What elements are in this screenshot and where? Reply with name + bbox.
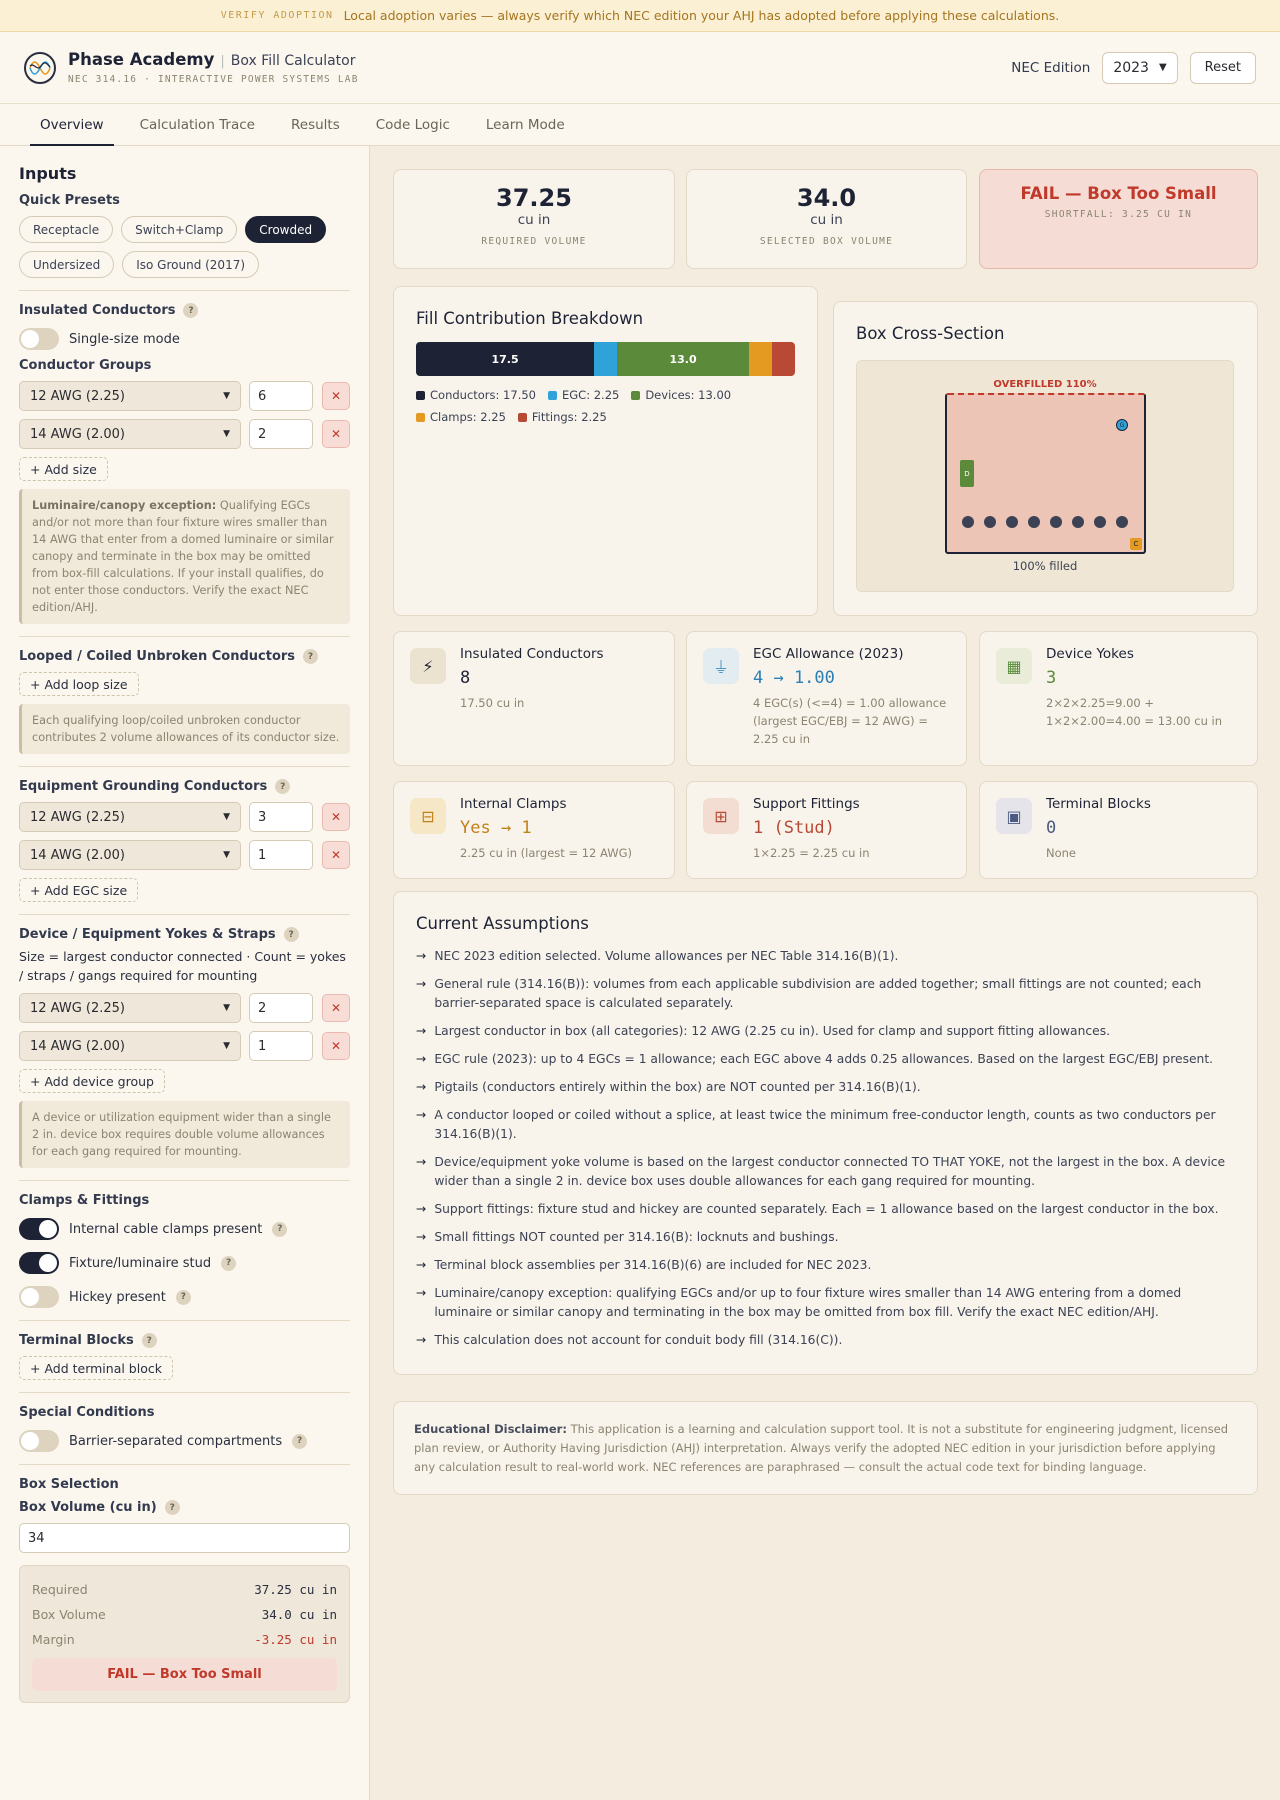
egc-allowance-card [686,631,967,766]
bar-segment-fittings [772,342,795,376]
reset-button[interactable]: Reset [1190,52,1256,84]
support-fittings-title: Support Fittings [753,796,860,812]
assumption-text: Luminaire/canopy exception: qualifying EGCs and/or up to four fixture wires smaller than 14 AWG entering from a domed luminaire or similar canopy and terminating in the box may be omitted from box fill. Verify the exact NEC edition/AHJ. [434,1286,1182,1319]
summary-box-value: 34.0 cu in [261,1607,337,1622]
app-header [0,32,1280,104]
add-device-button[interactable]: + Add device group [19,1069,165,1093]
selected-volume-card [686,169,967,269]
legend-label: EGC: 2.25 [561,388,620,402]
legend-swatch [416,413,425,422]
conductor-dot [1094,516,1106,528]
box-volume-input[interactable]: 34 [19,1523,350,1553]
conductor-dot [1050,516,1062,528]
app-subtitle: Box Fill Calculator [230,53,356,69]
conductor-count-input[interactable]: 2 [249,419,313,449]
terminal-label [19,1333,350,1348]
insulated-conductors-value: 8 [460,668,471,688]
lightning-icon: ⚡ [410,648,446,684]
help-icon[interactable]: ? [272,1222,287,1237]
groups-label: Conductor Groups [19,358,152,373]
assumption-text: Small fittings NOT counted per 314.16(B): locknuts and bushings. [434,1230,839,1244]
egc-row [19,802,350,832]
assumption-item [416,1106,1235,1144]
conductor-dot [1006,516,1018,528]
disclaimer-title: Educational Disclaimer: [414,1422,567,1436]
chevron-down-icon: ▼ [223,812,230,822]
legend-label: Fittings: 2.25 [531,410,607,424]
assumption-item [416,1022,1235,1041]
assumption-text: Support fittings: fixture stud and hickey are counted separately. Each = 1 allowance based on the largest conductor in the box. [434,1202,1219,1216]
egc-size-select[interactable] [19,840,241,870]
required-volume-value: 37.25 [496,184,572,212]
box-selection-label: Box Selection [19,1477,119,1492]
legend-item [631,388,731,402]
adoption-banner [0,0,1280,32]
assumption-text: NEC 2023 edition selected. Volume allowances per NEC Table 314.16(B)(1). [434,949,899,963]
hickey-toggle[interactable] [19,1286,59,1308]
legend-label: Devices: 13.00 [645,388,732,402]
internal-clamps-value: Yes → 1 [460,818,532,838]
bar-segment-devices: 13.0 [617,342,749,376]
summary-box-volume [32,1602,337,1627]
terminal-blocks-card [979,781,1258,879]
remove-egc-button[interactable]: ✕ [322,803,350,831]
summary-required-value: 37.25 cu in [254,1582,337,1597]
selected-volume-label: SELECTED BOX VOLUME [759,236,894,247]
assumption-item [416,1200,1235,1219]
special-label: Special Conditions [19,1405,155,1420]
device-label-text: Device / Equipment Yokes & Straps [19,927,276,942]
divider [19,766,350,767]
device-size-value: 14 AWG (2.00) [30,1038,126,1054]
device-size-value: 12 AWG (2.25) [30,1000,126,1016]
assumption-item [416,1256,1235,1275]
brand-separator: | [220,54,225,69]
device-yokes-card [979,631,1258,766]
selected-volume-value: 34.0 [796,184,857,212]
fitting-icon: ⊞ [703,798,739,834]
volume-label-text: Box Volume (cu in) [19,1500,157,1515]
summary-margin-label: Margin [32,1632,75,1647]
assumption-text: Largest conductor in box (all categories): 12 AWG (2.25 cu in). Used for clamp and support fitting allowances. [434,1024,1111,1038]
insulated-label-text: Insulated Conductors [19,303,176,318]
volume-label [19,1500,350,1515]
tab-overview[interactable]: Overview [30,104,114,145]
help-icon[interactable]: ? [176,1290,191,1305]
cross-section-title: Box Cross-Section [856,324,1005,343]
edition-select[interactable] [1102,52,1177,84]
egc-allowance-title: EGC Allowance (2023) [753,646,904,662]
required-volume-unit: cu in [517,212,551,228]
arrow-right-icon: → [416,1080,427,1094]
cross-section-card [833,301,1258,616]
arrow-right-icon: → [416,1202,427,1216]
terminal-blocks-title: Terminal Blocks [1046,796,1151,812]
inputs-sidebar [0,146,370,1800]
arrow-right-icon: → [416,1052,427,1066]
terminal-blocks-value: 0 [1046,818,1057,838]
summary-required [32,1577,337,1602]
conductor-size-select[interactable] [19,381,241,411]
divider [19,636,350,637]
bar-segment-conductors: 17.5 [416,342,594,376]
device-marker: D [960,460,974,487]
assumptions-title: Current Assumptions [416,914,589,933]
device-yokes-value: 3 [1046,668,1057,688]
device-row [19,993,350,1023]
tab-learn-mode[interactable]: Learn Mode [485,116,565,133]
app-tagline: NEC 314.16 · INTERACTIVE POWER SYSTEMS LAB [68,74,359,85]
remove-device-button[interactable]: ✕ [322,1032,350,1060]
clamp-icon: ⊟ [410,798,446,834]
assumption-text: Pigtails (conductors entirely within the box) are NOT counted per 314.16(B)(1). [434,1080,921,1094]
internal-clamps-card [393,781,675,879]
add-egc-button[interactable]: + Add EGC size [19,878,138,902]
device-note: A device or utilization equipment wider than a single 2 in. device box requires double volume allowances for each gang required for mounting. [19,1101,350,1168]
device-size-select[interactable] [19,993,241,1023]
conductor-size-value: 14 AWG (2.00) [30,426,126,442]
arrow-right-icon: → [416,1155,427,1169]
cross-section-canvas [856,360,1234,592]
inputs-title: Inputs [19,164,77,183]
legend-swatch [631,391,640,400]
assumption-text: EGC rule (2023): up to 4 EGCs = 1 allowance; each EGC above 4 adds 0.25 allowances. Based on the largest EGC/EBJ present. [434,1052,1214,1066]
egc-label-text: Equipment Grounding Conductors [19,779,268,794]
summary-margin-value: -3.25 cu in [254,1632,337,1647]
chevron-down-icon: ▼ [223,1041,230,1051]
divider [19,290,350,291]
breakdown-card [393,286,818,616]
status-shortfall: SHORTFALL: 3.25 CU IN [1044,209,1193,220]
terminal-label-text: Terminal Blocks [19,1333,134,1348]
ground-icon: ⏚ [703,648,739,684]
help-icon[interactable]: ? [165,1500,180,1515]
insulated-conductors-title: Insulated Conductors [460,646,604,662]
help-icon[interactable]: ? [142,1333,157,1348]
arrow-right-icon: → [416,1333,427,1347]
help-icon[interactable]: ? [275,779,290,794]
summary-margin [32,1627,337,1652]
add-loop-button[interactable]: + Add loop size [19,672,139,696]
assumption-item [416,1153,1235,1191]
device-count-input[interactable]: 1 [249,1031,313,1061]
arrow-right-icon: → [416,1286,427,1300]
assumption-text: A conductor looped or coiled without a splice, at least twice the minimum free-conductor length, counts as two conductors per 314.16(B)(1). [434,1108,1216,1141]
egc-row [19,840,350,870]
legend-swatch [416,391,425,400]
barrier-row [19,1430,350,1452]
conductor-dot [1116,516,1128,528]
tab-bar [0,104,1280,146]
legend-swatch [518,413,527,422]
box-outline [945,393,1146,554]
legend-item [518,410,607,424]
help-icon[interactable]: ? [303,649,318,664]
egc-count-input[interactable]: 1 [249,840,313,870]
device-row [19,1031,350,1061]
device-description: Size = largest conductor connected · Count = yokes / straps / gangs required for mounting [19,949,346,983]
device-grid-icon: ▦ [996,648,1032,684]
egc-count-input[interactable]: 3 [249,802,313,832]
required-volume-card [393,169,675,269]
assumption-item [416,947,1235,966]
assumption-text: Device/equipment yoke volume is based on the largest conductor connected TO THAT YOKE, not the largest in the box. A device wider than a single 2 in. device box uses double allowances for each gang required for mounting. [434,1155,1226,1188]
disclaimer-card [393,1401,1258,1495]
help-icon[interactable]: ? [292,1434,307,1449]
conductor-dot [984,516,996,528]
luminaire-note-text: Qualifying EGCs and/or not more than four fixture wires smaller than 14 AWG that enter from a domed luminaire or similar canopy and terminate in the box may be omitted from box-fill calculations. If your install qualifies, do not enter those conductors. Verify the exact NEC edition/AHJ. [32,499,334,614]
preset-undersized[interactable]: Undersized [19,251,114,278]
edition-value: 2023 [1113,59,1149,76]
help-icon[interactable]: ? [221,1256,236,1271]
arrow-right-icon: → [416,949,427,963]
chevron-down-icon: ▼ [223,391,230,401]
disclaimer-text [414,1420,1237,1477]
conductor-dot [1072,516,1084,528]
disclaimer-body: This application is a learning and calculation support tool. It is not a substitute for engineering judgment, licensed plan review, or Authority Having Jurisdiction (AHJ) interpretation. Always verify the adopted NEC edition in your jurisdiction before applying any calculation result to real-world work. NEC references are paraphrased — consult the actual code text for binding language. [414,1422,1228,1474]
looped-label-text: Looped / Coiled Unbroken Conductors [19,649,296,664]
clamp-marker: C [1130,538,1142,550]
volume-summary [19,1565,350,1703]
device-yokes-detail: 2×2×2.25=9.00 + 1×2×2.00=4.00 = 13.00 cu in [1046,696,1223,728]
insulated-label [19,303,350,318]
help-icon[interactable]: ? [284,927,299,942]
assumption-item [416,1078,1235,1097]
clamps-label: Clamps & Fittings [19,1193,150,1208]
single-size-toggle[interactable] [19,328,59,350]
support-fittings-card [686,781,967,879]
brand-name: Phase Academy [68,50,215,69]
summary-box-label: Box Volume [32,1607,106,1622]
stud-toggle[interactable] [19,1252,59,1274]
terminal-block-icon: ▣ [996,798,1032,834]
egc-allowance-detail: 4 EGC(s) (<=4) = 1.00 allowance (largest EGC/EBJ = 12 AWG) = 2.25 cu in [753,696,947,746]
egc-size-select[interactable] [19,802,241,832]
egc-marker: G [1116,419,1128,431]
chevron-down-icon: ▼ [223,429,230,439]
banner-tag: VERIFY ADOPTION [220,10,334,21]
clamp-toggle-label: Internal cable clamps present [69,1221,263,1237]
egc-label [19,779,350,794]
tab-results[interactable]: Results [290,116,340,133]
looped-label [19,649,350,664]
preset-iso-ground[interactable]: Iso Ground (2017) [122,251,259,278]
status-title: FAIL — Box Too Small [1020,184,1217,203]
summary-status: FAIL — Box Too Small [32,1658,337,1691]
selected-volume-unit: cu in [810,212,843,228]
egc-size-value: 14 AWG (2.00) [30,847,126,863]
legend-swatch [548,391,557,400]
device-size-select[interactable] [19,1031,241,1061]
chevron-down-icon: ▼ [223,850,230,860]
arrow-right-icon: → [416,1258,427,1272]
remove-group-button[interactable]: ✕ [322,382,350,410]
egc-size-value: 12 AWG (2.25) [30,809,126,825]
chevron-down-icon: ▼ [1158,62,1167,73]
clamp-row [19,1218,350,1240]
preset-crowded[interactable]: Crowded [245,216,326,243]
internal-clamps-title: Internal Clamps [460,796,567,812]
add-size-button[interactable]: + Add size [19,457,108,481]
summary-required-label: Required [32,1582,88,1597]
tab-code-logic[interactable]: Code Logic [375,116,450,133]
arrow-right-icon: → [416,1230,427,1244]
assumption-text: General rule (314.16(B)): volumes from each applicable subdivision are added together; small fittings are not counted; each barrier-separated space is calculated separately. [434,977,1202,1010]
conductor-dot [962,516,974,528]
egc-allowance-value: 4 → 1.00 [753,668,835,688]
divider [19,914,350,915]
overfill-label: OVERFILLED 110% [993,379,1097,390]
insulated-conductors-card [393,631,675,766]
hickey-row [19,1286,350,1308]
assumption-item [416,1228,1235,1247]
conductor-count-input[interactable]: 6 [249,381,313,411]
arrow-right-icon: → [416,1024,427,1038]
status-card [979,169,1258,269]
edition-label: NEC Edition [1011,59,1091,76]
legend-label: Conductors: 17.50 [430,388,536,402]
help-icon[interactable]: ? [183,303,198,318]
assumption-item [416,1331,1235,1350]
arrow-right-icon: → [416,977,427,991]
assumption-text: This calculation does not account for conduit body fill (314.16(C)). [434,1333,843,1347]
conductor-group-row [19,419,350,449]
chevron-down-icon: ▼ [223,1003,230,1013]
fill-breakdown-bar [416,342,795,376]
internal-clamps-detail: 2.25 cu in (largest = 12 AWG) [460,846,633,860]
divider [19,1180,350,1181]
luminaire-note-title: Luminaire/canopy exception: [32,499,217,512]
legend-label: Clamps: 2.25 [430,410,506,424]
support-fittings-detail: 1×2.25 = 2.25 cu in [753,846,870,860]
assumptions-card [393,891,1258,1375]
legend-item [416,388,536,402]
looped-note: Each qualifying loop/coiled unbroken conductor contributes 2 volume allowances of its conductor size. [19,704,350,754]
tab-calculation-trace[interactable]: Calculation Trace [139,116,255,133]
device-label [19,927,350,942]
add-terminal-button[interactable]: + Add terminal block [19,1356,173,1380]
presets-label: Quick Presets [19,193,120,208]
hickey-toggle-label: Hickey present [69,1289,166,1305]
single-size-label: Single-size mode [69,331,180,347]
assumption-item [416,1284,1235,1322]
conductor-size-select[interactable] [19,419,241,449]
legend-item [548,388,619,402]
assumption-item [416,1050,1235,1069]
single-size-row [19,328,350,350]
divider [19,1464,350,1465]
fill-percent-label: 100% filled [1012,559,1078,573]
banner-text: Local adoption varies — always verify which NEC edition your AHJ has adopted before applying these calculations. [343,8,1060,23]
conductor-size-value: 12 AWG (2.25) [30,388,126,404]
phase-academy-logo-icon [24,52,56,84]
assumption-text: Terminal block assemblies per 314.16(B)(6) are included for NEC 2023. [434,1258,872,1272]
terminal-blocks-detail: None [1046,846,1077,860]
insulated-conductors-detail: 17.50 cu in [460,696,525,710]
device-count-input[interactable]: 2 [249,993,313,1023]
bar-segment-egc [594,342,617,376]
barrier-toggle[interactable] [19,1430,59,1452]
required-volume-label: REQUIRED VOLUME [481,236,587,247]
luminaire-note [19,489,350,624]
conductor-dot [1028,516,1040,528]
stud-toggle-label: Fixture/luminaire stud [69,1255,212,1271]
barrier-toggle-label: Barrier-separated compartments [69,1433,283,1449]
preset-receptacle[interactable]: Receptacle [19,216,113,243]
preset-list [19,216,350,278]
clamp-toggle[interactable] [19,1218,59,1240]
preset-switch-clamp[interactable]: Switch+Clamp [121,216,237,243]
remove-group-button[interactable]: ✕ [322,420,350,448]
assumptions-list [416,947,1235,1350]
assumption-item [416,975,1235,1013]
remove-device-button[interactable]: ✕ [322,994,350,1022]
device-yokes-title: Device Yokes [1046,646,1134,662]
breakdown-title: Fill Contribution Breakdown [416,309,644,328]
arrow-right-icon: → [416,1108,427,1122]
breakdown-legend [416,388,795,424]
divider [19,1320,350,1321]
divider [19,1392,350,1393]
legend-item [416,410,506,424]
remove-egc-button[interactable]: ✕ [322,841,350,869]
stud-row [19,1252,350,1274]
support-fittings-value: 1 (Stud) [753,818,835,838]
bar-segment-clamps [749,342,772,376]
conductor-group-row [19,381,350,411]
